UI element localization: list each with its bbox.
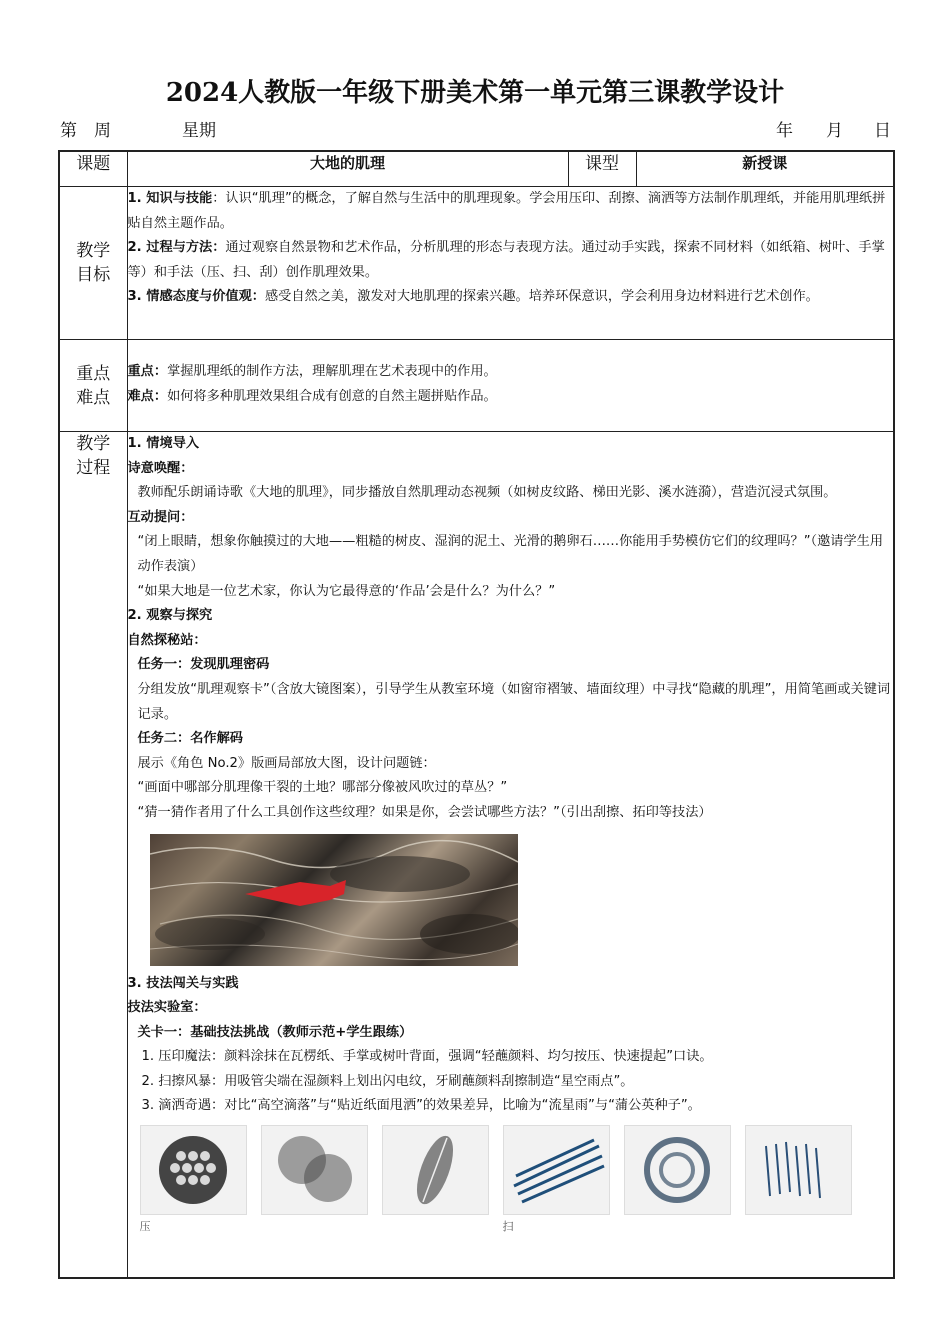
key-point: 重点：掌握肌理纸的制作方法，理解肌理在艺术表现中的作用。 [127, 364, 497, 379]
method-3: 3. 滴洒奇遇：对比“高空滴落”与“贴近纸面甩洒”的效果差异，比喻为“流星雨”与“蒲公英种子”。 [141, 1098, 701, 1114]
photo-press-leaf [382, 1125, 489, 1215]
key-row [59, 340, 894, 432]
topic-label: 课题 [59, 151, 127, 187]
type-label: 课型 [568, 151, 636, 187]
method-2: 2. 扫擦风暴：用吸管尖端在湿颜料上划出闪电纹，牙刷蘸颜料刮擦制造“星空雨点”。 [141, 1073, 634, 1089]
process-content [127, 432, 894, 1278]
artwork-image [150, 834, 518, 966]
red-fish-mark [245, 880, 346, 906]
section-1-heading: 1. 情境导入 [127, 436, 200, 451]
goals-row [59, 187, 894, 340]
type-value: 新授课 [636, 151, 894, 187]
goal-1: 1. 知识与技能：认识“肌理”的概念，了解自然与生活中的肌理现象。学会用压印、刮擦、滴洒等方法制作肌理纸，并能用肌理纸拼贴自然主题作品。 [127, 191, 886, 231]
section-2-heading: 2. 观察与探究 [127, 608, 213, 624]
method-1: 1. 压印魔法：颜料涂抹在瓦楞纸、手掌或树叶背面，强调“轻蘸颜料、均匀按压、快速提起”口诀。 [141, 1049, 713, 1065]
header-row [59, 151, 894, 187]
year-field: 年 [776, 121, 793, 141]
goal-2: 2. 过程与方法：通过观察自然景物和艺术作品，分析肌理的形态与表现方法。通过动手实践，探索不同材料（如纸箱、树叶、手掌等）和手法（压、扫、刮）创作肌理效果。 [127, 240, 885, 280]
question-heading: 互动提问： [127, 509, 194, 525]
document-title: 2024人教版一年级下册美术第一单元第三课教学设计 [165, 78, 785, 108]
lab-heading: 技法实验室： [127, 1000, 207, 1016]
month-field: 月 [826, 121, 843, 141]
process-label: 教学过程 [59, 432, 127, 1278]
task-2-heading: 任务二：名作解码 [137, 731, 243, 747]
weekday-field: 星期 [182, 121, 216, 141]
topic-value: 大地的肌理 [127, 151, 568, 187]
task-2-text-2: “画面中哪部分肌理像干裂的土地？哪部分像被风吹过的草丛？” [137, 780, 508, 796]
explore-heading: 自然探秘站： [127, 632, 207, 648]
caption-press: 压 [139, 1220, 151, 1234]
key-content [127, 340, 894, 432]
photo-press-sponge [261, 1125, 368, 1215]
photo-sweep-lines [503, 1125, 610, 1240]
task-2-text-3: “猜一猜作者用了什么工具创作这些纹理？如果是你，会尝试哪些方法？”（引出刮擦、拓印等技法） [137, 804, 712, 820]
technique-photos [140, 1125, 894, 1240]
level-1-heading: 关卡一：基础技法挑战（教师示范+学生跟练） [137, 1024, 413, 1040]
goal-3: 3. 情感态度与价值观：感受自然之美，激发对大地肌理的探索兴趣。培养环保意识，学会利用身边材料进行艺术创作。 [127, 289, 819, 305]
week-field: 第 周 [60, 121, 111, 141]
photo-sweep-swirl [624, 1125, 731, 1215]
task-1-heading: 任务一：发现肌理密码 [137, 657, 270, 673]
dateline [58, 116, 892, 140]
caption-sweep: 扫 [502, 1220, 514, 1234]
photo-press-honeycomb [140, 1125, 247, 1240]
question-1: “闭上眼睛，想象你触摸过的大地——粗糙的树皮、湿润的泥土、光滑的鹅卵石……你能用手势模仿它们的纹理吗？”（邀请学生用动作表演） [137, 534, 884, 574]
poem-text: 教师配乐朗诵诗歌《大地的肌理》，同步播放自然肌理动态视频（如树皮纹路、梯田光影、溪水涟漪），营造沉浸式氛围。 [137, 485, 837, 501]
key-label: 重点难点 [59, 340, 127, 432]
task-2-text-1: 展示《角色 No.2》版画局部放大图，设计问题链： [137, 755, 436, 771]
difficult-point: 难点：如何将多种肌理效果组合成有创意的自然主题拼贴作品。 [127, 388, 497, 404]
goals-label: 教学目标 [59, 187, 127, 340]
task-1-text: 分组发放“肌理观察卡”（含放大镜图案），引导学生从教室环境（如窗帘褶皱、墙面纹理）中寻找“隐藏的肌理”，用简笔画或关键词记录。 [137, 681, 891, 722]
day-field: 日 [874, 121, 891, 141]
photo-sweep-comb [745, 1125, 852, 1215]
process-row [59, 432, 894, 1278]
poem-heading: 诗意唤醒： [127, 460, 194, 476]
section-3-heading: 3. 技法闯关与实践 [127, 975, 239, 991]
lesson-table [58, 150, 895, 1279]
question-2: “如果大地是一位艺术家，你认为它最得意的‘作品’会是什么？为什么？” [137, 583, 556, 599]
goals-content [127, 187, 894, 340]
artwork-texture [150, 834, 518, 966]
